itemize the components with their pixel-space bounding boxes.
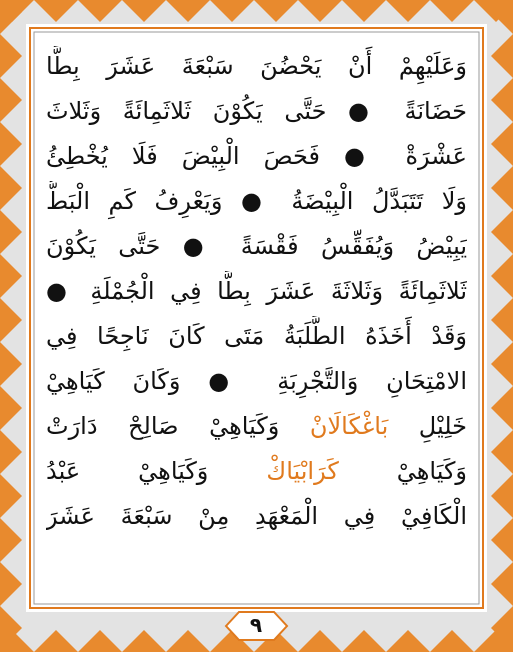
highlighted-name: كَرَابْيَاكْ (266, 457, 339, 485)
text-line: وَعَلَيْهِمْ أَنْ يَحْضُنَ سَبْعَةَ عَشَرَ بِطًّا (46, 52, 467, 80)
text-line: ثَلاثَمِائَةً وَثَلاثَةَ عَشَرَ بِطًّا فِي الْجُمْلَةِ ● (46, 277, 467, 305)
text-line: الامْتِحَانِ وَالتَّجْرِبَةِ ● وَكَانَ كَيَاهِيْ (46, 367, 467, 395)
text-line: وَكَيَاهِيْ كَرَابْيَاكْ وَكَيَاهِيْ عَبْدُ (46, 457, 467, 485)
text-body (40, 40, 473, 600)
text-line: وَلَا تَتَبَدَّلُ الْبِيْضَةُ ● وَيَعْرِفُ كَمِ الْبَطُّ (46, 187, 467, 215)
text-line: عَشْرَةْ ● فَحَصَ الْبِيْضَ فَلَا يُخْطِئُ (46, 142, 467, 170)
text-line: وَقَدْ أَخَذَهُ الطَّلَبَةُ مَتَى كَانَ نَاجِحًا فِي (46, 322, 467, 350)
text-line: الْكَافِيْ فِي الْمَعْهَدِ مِنْ سَبْعَةَ عَشَرَ (46, 502, 467, 530)
text-line: خَلِيْلِ بَاغْكَالَانْ وَكَيَاهِيْ صَالِحْ دَارَتْ (46, 412, 467, 440)
text-line: يَبِيْضُ وَيُفَقِّسُ فَقْسَةً ● حَتَّى يَكُوْنَ (46, 232, 467, 260)
highlighted-name: بَاغْكَالَانْ (309, 412, 389, 440)
text-line: حَضَانَةً ● حَتَّى يَكُوْنَ ثَلاثَمِائَةً وَثَلاثَ (46, 97, 467, 125)
page-number: ٩ (249, 613, 263, 637)
